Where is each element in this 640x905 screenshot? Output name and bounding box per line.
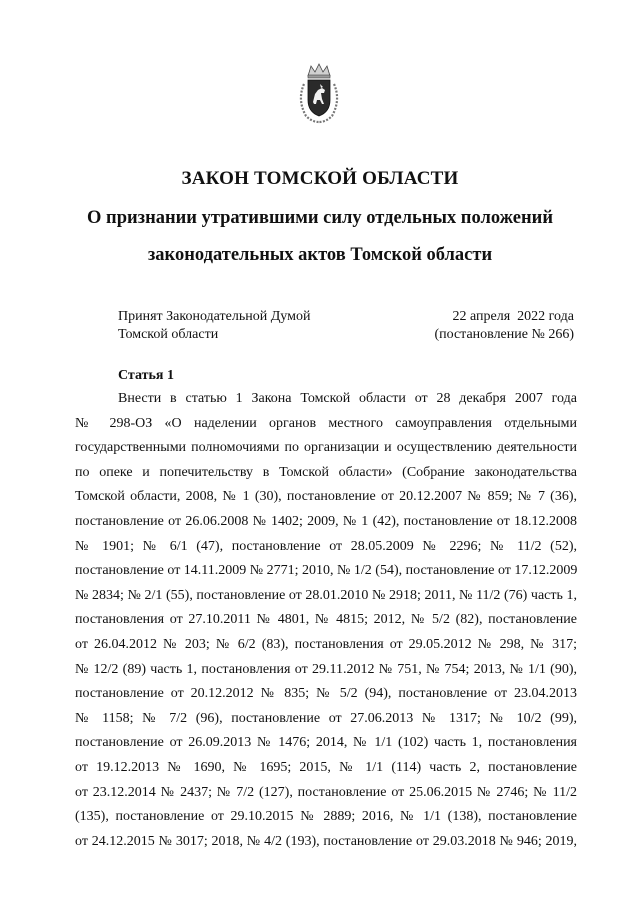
article-line: постановление от 26.06.2008 № 1402; 2009, № 1 (42), постановление от 18.12.2008 [75, 513, 577, 529]
law-title: ЗАКОН ТОМСКОЙ ОБЛАСТИ [181, 168, 459, 189]
article-line: № 1901; № 6/1 (47), постановление от 28.05.2009 № 2296; № 11/2 (52), [75, 538, 577, 554]
article-line: от 24.12.2015 № 3017; 2018, № 4/2 (193), постановление от 29.03.2018 № 946; 2019, [75, 833, 577, 849]
article-heading: Статья 1 [118, 368, 174, 383]
adoption-date: 22 апреля 2022 года [452, 309, 574, 324]
article-line: № 1158; № 7/2 (96), постановление от 27.06.2013 № 1317; № 10/2 (99), [75, 710, 577, 726]
adoption-authority [118, 308, 310, 344]
tomsk-oblast-coat-of-arms-icon [294, 62, 344, 124]
article-line: постановления от 27.10.2011 № 4801, № 4815; 2012, № 5/2 (82), постановление [75, 612, 577, 628]
article-body [75, 387, 577, 854]
adoption-date-block [434, 308, 574, 344]
article-line: постановление от 20.12.2012 № 835; № 5/2 (94), постановление от 23.04.2013 [75, 686, 577, 702]
article-line: постановление от 14.11.2009 № 2771; 2010, № 1/2 (54), постановление от 17.12.2009 [75, 563, 577, 579]
article-line: от 19.12.2013 № 1690, № 1695; 2015, № 1/1 (114) часть 2, постановление [75, 759, 577, 775]
article-line: по опеке и попечительству в Томской области» (Собрание законодательства [75, 464, 577, 480]
article-line: постановление от 26.09.2013 № 1476; 2014, № 1/1 (102) часть 1, постановления [75, 735, 577, 751]
resolution-number: (постановление № 266) [434, 327, 574, 342]
law-subtitle-line-1: О признании утратившими силу отдельных положений [87, 208, 553, 228]
article-line: № 2834; № 2/1 (55), постановление от 28.01.2010 № 2918; 2011, № 11/2 (76) часть 1, [75, 587, 577, 603]
article-line: № 298-ОЗ «О наделении органов местного самоуправления отдельными [75, 415, 577, 431]
article-line: государственными полномочиями по организации и осуществлению деятельности [75, 440, 577, 456]
article-line: (135), постановление от 29.10.2015 № 2889; 2016, № 1/1 (138), постановление [75, 809, 577, 825]
adopted-by-line-2: Томской области [118, 327, 219, 342]
article-line: № 12/2 (89) часть 1, постановления от 29.11.2012 № 751, № 754; 2013, № 1/1 (90), [75, 661, 577, 677]
article-line: от 23.12.2014 № 2437; № 7/2 (127), постановление от 25.06.2015 № 2746; № 11/2 [75, 784, 577, 800]
law-subtitle-line-2: законодательных актов Томской области [147, 245, 493, 265]
adopted-by-line-1: Принят Законодательной Думой [118, 309, 311, 324]
article-line: от 26.04.2012 № 203; № 6/2 (83), постановления от 29.05.2012 № 298, № 317; [75, 636, 577, 652]
article-line: Томской области, 2008, № 1 (30), постановление от 20.12.2007 № 859; № 7 (36), [75, 489, 577, 505]
article-line: Внести в статью 1 Закона Томской области от 28 декабря 2007 года [118, 391, 577, 406]
